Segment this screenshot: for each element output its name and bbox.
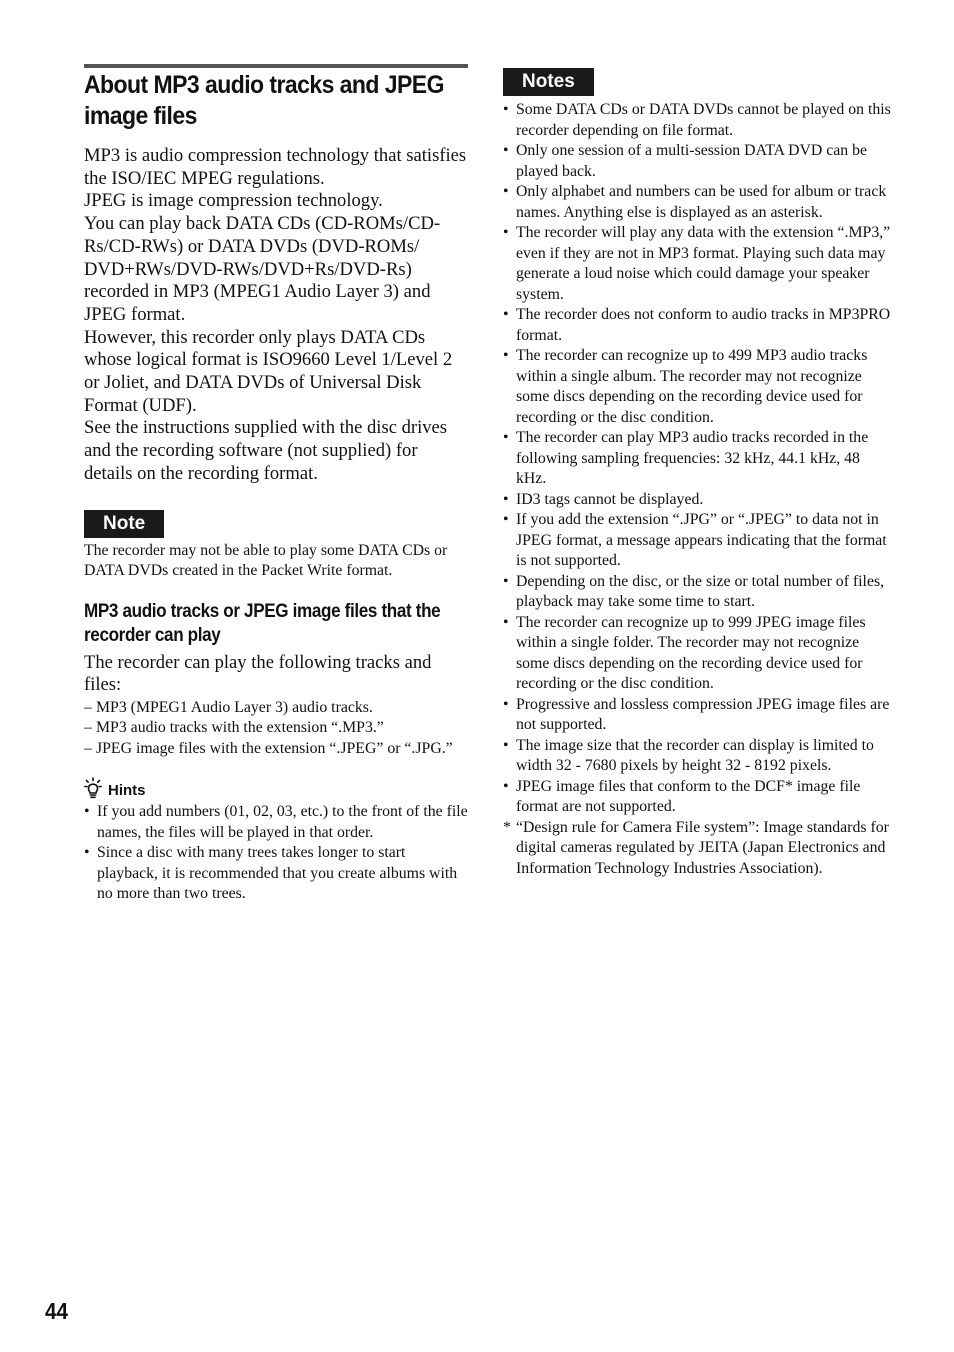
list-item-text: The recorder can recognize up to 499 MP3 audio tracks within a single album. The recorder may not recognize some discs depending on the recording device used for recording or the disc condition. bbox=[516, 347, 868, 426]
note-section bbox=[84, 510, 468, 582]
list-item bbox=[503, 141, 891, 182]
list-item-text: If you add numbers (01, 02, 03, etc.) to the front of the file names, the files will be played in that order. bbox=[97, 803, 468, 841]
bullet-marker: • bbox=[503, 695, 509, 713]
note-text: The recorder may not be able to play some DATA CDs or DATA DVDs created in the Packet Write format. bbox=[84, 541, 448, 580]
lightbulb-icon bbox=[84, 777, 102, 804]
list-item-text: Progressive and lossless compression JPEG image files are not supported. bbox=[516, 695, 890, 733]
body-paragraph-2: JPEG is image compression technology. bbox=[84, 190, 383, 212]
list-item-text: Only alphabet and numbers can be used for album or track names. Anything else is displayed as an asterisk. bbox=[516, 183, 887, 221]
list-item bbox=[503, 695, 891, 736]
list-item-text: The recorder can play MP3 audio tracks recorded in the following sampling frequencies: 32 kHz, 44.1 kHz, 48 kHz. bbox=[516, 429, 869, 487]
list-item bbox=[503, 490, 891, 511]
list-item-text: The recorder can recognize up to 999 JPEG image files within a single folder. The recorder may not recognize some discs depending on the recording device used for recording or the disc condition. bbox=[516, 613, 866, 692]
bullet-marker: • bbox=[503, 306, 509, 323]
list-item-text: MP3 audio tracks with the extension “.MP3.” bbox=[96, 719, 384, 737]
page-number: 44 bbox=[45, 1298, 69, 1324]
list-item-text: Some DATA CDs or DATA DVDs cannot be played on this recorder depending on file format. bbox=[516, 101, 891, 139]
list-item bbox=[503, 346, 891, 428]
page-title: About MP3 audio tracks and JPEG image files bbox=[84, 71, 444, 130]
notes-list bbox=[503, 100, 891, 879]
bullet-marker: • bbox=[84, 803, 90, 821]
bullet-marker: • bbox=[503, 183, 509, 200]
bullet-marker: • bbox=[503, 142, 509, 159]
list-item bbox=[503, 572, 891, 613]
list-item bbox=[503, 100, 891, 141]
subsection-title: MP3 audio tracks or JPEG image files that the recorder can play bbox=[84, 600, 441, 646]
body-paragraph-4: However, this recorder only plays DATA CDs whose logical format is ISO9660 Level 1/Level 2 or Joliet, and DATA DVDs of Universal Disk Format (UDF). bbox=[84, 326, 453, 416]
list-item bbox=[503, 182, 891, 223]
bullet-marker: • bbox=[503, 224, 509, 241]
bullet-marker: • bbox=[503, 347, 509, 364]
bullet-marker: • bbox=[503, 511, 509, 528]
list-item bbox=[503, 736, 891, 777]
bullet-marker: • bbox=[503, 572, 509, 590]
dash-marker: – bbox=[84, 719, 92, 737]
bullet-marker: • bbox=[503, 490, 509, 508]
list-item-text: The recorder does not conform to audio tracks in MP3PRO format. bbox=[516, 306, 891, 344]
body-paragraph-1: MP3 is audio compression technology that satisfies the ISO/IEC MPEG regulations. bbox=[84, 145, 467, 189]
playable-formats-list bbox=[84, 698, 468, 760]
title-rule bbox=[84, 64, 468, 68]
list-item bbox=[84, 843, 468, 905]
footnote bbox=[503, 818, 891, 880]
body-paragraph-3: You can play back DATA CDs (CD-ROMs/CD-Rs/CD-RWs) or DATA DVDs (DVD-ROMs/ DVD+RWs/DVD-RWs/DVD+Rs/DVD-Rs) recorded in MP3 (MPEG1 Audio Layer 3) and JPEG format. bbox=[84, 213, 441, 325]
list-item-text: The recorder will play any data with the extension “.MP3,” even if they are not in MP3 format. Playing such data may generate a loud noise which could damage your speaker system. bbox=[516, 224, 891, 303]
notes-label: Notes bbox=[503, 68, 594, 96]
footnote-text: “Design rule for Camera File system”: Image standards for digital cameras regulated by JEITA (Japan Electronics and Information Technology Industries Association). bbox=[516, 818, 889, 877]
list-item-text: The image size that the recorder can display is limited to width 32 - 7680 pixels by height 32 - 8192 pixels. bbox=[516, 736, 874, 774]
list-item bbox=[503, 510, 891, 572]
bullet-marker: • bbox=[503, 101, 509, 118]
list-item bbox=[503, 223, 891, 305]
hints-label: Hints bbox=[108, 781, 146, 799]
hints-list bbox=[84, 802, 468, 905]
intro-body bbox=[84, 145, 468, 486]
bullet-marker: • bbox=[503, 777, 509, 795]
list-item bbox=[84, 739, 468, 760]
hints-header bbox=[84, 778, 468, 802]
list-item-text: MP3 (MPEG1 Audio Layer 3) audio tracks. bbox=[96, 698, 373, 716]
dash-marker: – bbox=[84, 739, 92, 757]
list-item bbox=[84, 698, 468, 719]
right-column bbox=[503, 68, 891, 879]
bullet-marker: • bbox=[503, 736, 509, 754]
list-item-text: Depending on the disc, or the size or total number of files, playback may take some time to start. bbox=[516, 572, 885, 610]
list-item bbox=[503, 305, 891, 346]
footnote-marker: * bbox=[503, 818, 511, 836]
subsection-intro: The recorder can play the following tracks and files: bbox=[84, 651, 432, 696]
list-item bbox=[503, 613, 891, 695]
list-item-text: Only one session of a multi-session DATA DVD can be played back. bbox=[516, 142, 868, 180]
list-item-text: JPEG image files with the extension “.JPEG” or “.JPG.” bbox=[96, 739, 453, 757]
list-item-text: If you add the extension “.JPG” or “.JPEG” to data not in JPEG format, a message appears indicating that the format is not supported. bbox=[516, 511, 887, 569]
list-item bbox=[84, 802, 468, 843]
bullet-marker: • bbox=[503, 429, 509, 446]
bullet-marker: • bbox=[84, 844, 90, 862]
note-label: Note bbox=[84, 510, 164, 538]
list-item bbox=[84, 718, 468, 739]
dash-marker: – bbox=[84, 698, 92, 716]
list-item-text: Since a disc with many trees takes longer to start playback, it is recommended that you create albums with no more than two trees. bbox=[97, 844, 458, 903]
list-item bbox=[503, 428, 891, 490]
list-item bbox=[503, 777, 891, 818]
list-item-text: ID3 tags cannot be displayed. bbox=[516, 490, 704, 508]
list-item-text: JPEG image files that conform to the DCF* image file format are not supported. bbox=[516, 777, 861, 815]
left-column bbox=[84, 64, 468, 905]
body-paragraph-5: See the instructions supplied with the disc drives and the recording software (not supplied) for details on the recording format. bbox=[84, 417, 448, 484]
bullet-marker: • bbox=[503, 613, 509, 631]
